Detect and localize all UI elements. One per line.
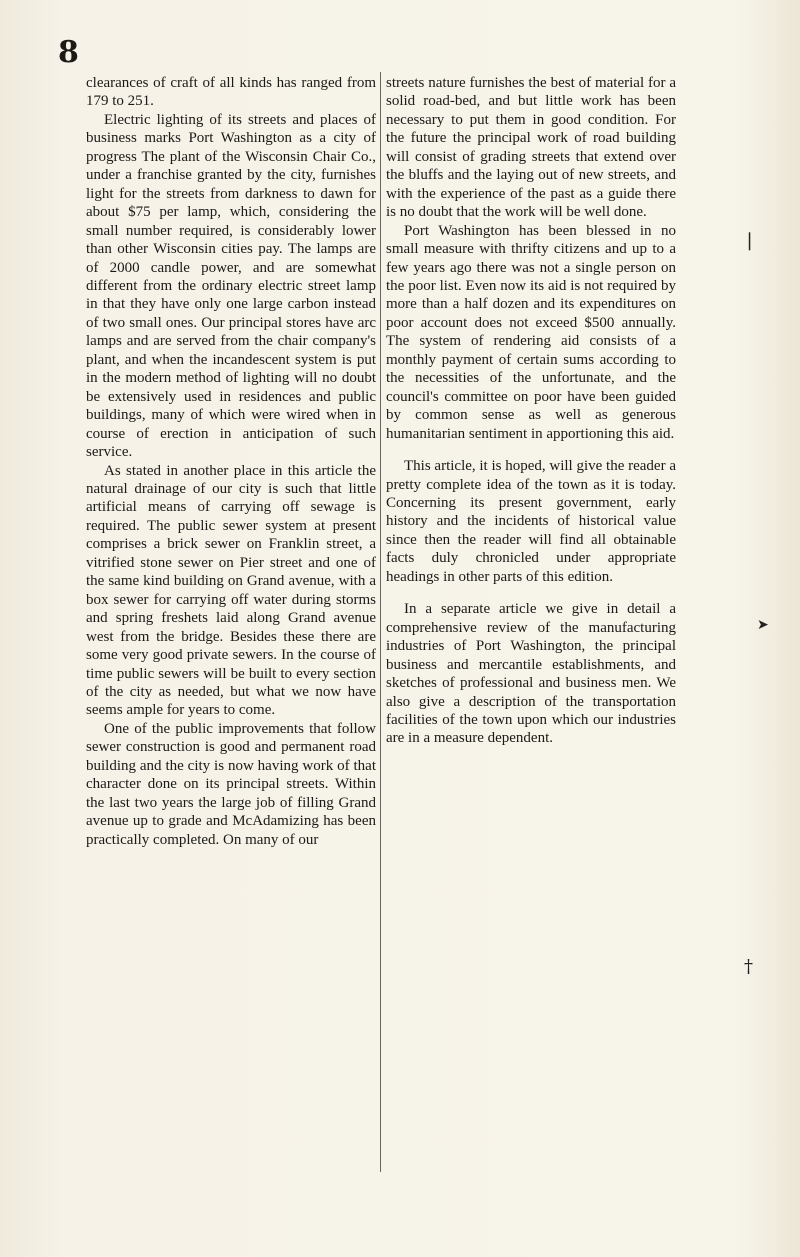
right-paragraph-4: In a separate article we give in detail a comprehensive review of the manufacturing industries of Port Washington, the principal business and mercantile establishments, and sketches of professional and business men. We also give a description of the transportation facilities of the town upon which our industries are in a measure dependent. (386, 601, 676, 747)
right-paragraph-1: streets nature furnishes the best of material for a solid road-bed, and but little work has been necessary to put them in good condition. For the future the principal work of road building will consist of grading streets that extend over the bluffs and the laying out of new streets, and with the experience of the past as a guide there is no doubt that the work will be well done. (386, 75, 676, 221)
margin-ink-mark-2-icon: † (744, 956, 753, 977)
left-paragraph-4: One of the public improvements that follow sewer construction is good and permanent road building and the city is now having work of that character done on its principal streets. Within the last two years the large job of filling Grand avenue up to grade and McAdamizing has been practically completed. On many of our (86, 720, 376, 848)
left-column (86, 74, 376, 849)
page-number: 8 (58, 35, 79, 70)
column-divider (380, 72, 381, 1172)
right-column (386, 74, 676, 748)
margin-arrow-mark-icon: ➤ (757, 617, 769, 633)
left-paragraph-3: As stated in another place in this article the natural drainage of our city is such that little artificial means of carrying off sewage is required. The public sewer system at present comprises a brick sewer on Franklin street, a vitrified stone sewer on Pier street and one of the same kind building on Grand avenue, with a box sewer for carrying off water during storms and spring freshets laid along Grand avenue west from the bridge. Besides these there are some very good private sewers. In the course of time public sewers will be built to every section of the city as needed, but what we now have seems ample for years to come. (86, 462, 376, 719)
right-paragraph-3: This article, it is hoped, will give the reader a pretty complete idea of the town as it is today. Concerning its present government, early history and the incidents of historical value since then the reader will find all obtainable facts duly chronicled under appropriate headings in other parts of this edition. (386, 458, 676, 585)
left-paragraph-1: clearances of craft of all kinds has ranged from 179 to 251. (86, 75, 376, 110)
right-paragraph-2: Port Washington has been blessed in no small measure with thrifty citizens and up to a few years ago there was not a single person on the poor list. Even now its aid is not required by more than a half dozen and its expenditures on poor account does not exceed $500 annually. The system of rendering aid consists of a monthly payment of certain sums according to the necessities of the unfortunate, and the council's committee on poor have been guided by common sense as well as generous humanitarian sentiment in apportioning this aid. (386, 222, 676, 442)
margin-ink-mark-icon: ❘ (742, 230, 758, 251)
left-paragraph-2: Electric lighting of its streets and places of business marks Port Washington as a city of progress The plant of the Wisconsin Chair Co., under a franchise granted by the city, furnishes light for the streets from darkness to dawn for about $75 per lamp, which, considering the small number required, is considerably lower than other Wisconsin cities pay. The lamps are of 2000 candle power, and are somewhat different from the ordinary electric street lamp in that they have only one large carbon instead of two small ones. Our principal stores have arc lamps and are served from the chair company's plant, and when the incandescent system is put in the modern method of lighting will no doubt be extensively used in residences and public buildings, many of which were wired when in course of erection in anticipation of such service. (86, 111, 376, 461)
